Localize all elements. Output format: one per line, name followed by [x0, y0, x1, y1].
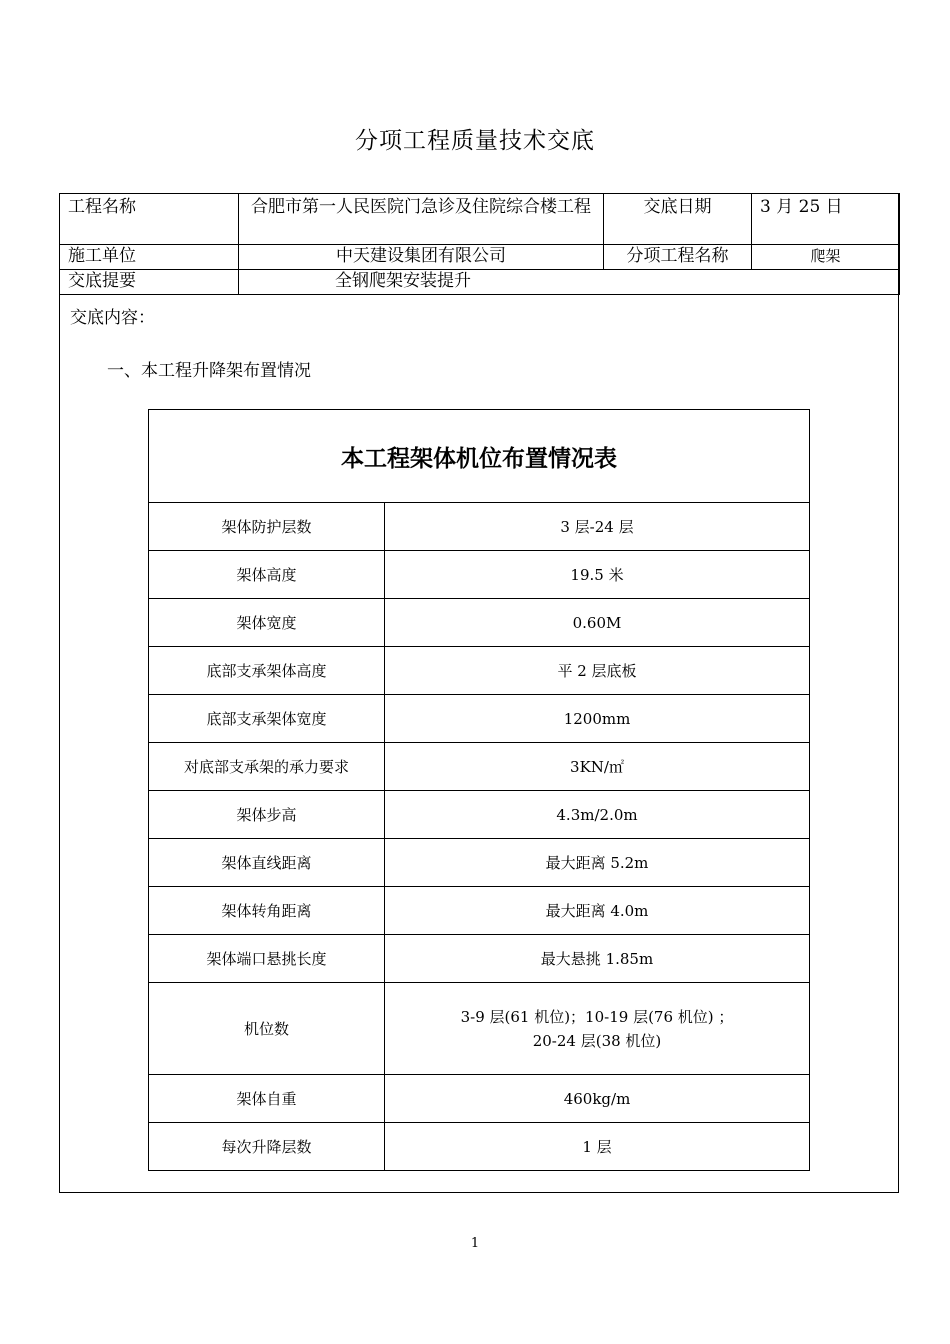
row-value: 3 层-24 层: [385, 503, 810, 551]
row-label: 底部支承架体宽度: [149, 695, 385, 743]
sub-project-value: 爬架: [752, 245, 900, 270]
page-number: 1: [470, 1236, 480, 1251]
row-value: 3KN/㎡: [385, 743, 810, 791]
row-value: 最大悬挑 1.85m: [385, 935, 810, 983]
construction-unit-value: 中天建设集团有限公司: [239, 245, 604, 270]
section-heading: 一、本工程升降架布置情况: [107, 361, 311, 381]
document-title: 分项工程质量技术交底: [355, 128, 595, 154]
row-value: 19.5 米: [385, 551, 810, 599]
table-row: [149, 743, 810, 791]
layout-table-title: 本工程架体机位布置情况表: [149, 410, 810, 503]
table-row: [149, 551, 810, 599]
table-row: [149, 599, 810, 647]
table-row: [149, 647, 810, 695]
summary-label: 交底提要: [60, 270, 239, 295]
project-name-label: 工程名称: [60, 194, 239, 245]
row-label: 架体自重: [149, 1075, 385, 1123]
row-value-line: 20-24 层(38 机位): [532, 1031, 662, 1050]
table-row: [149, 503, 810, 551]
row-value: 最大距离 5.2m: [385, 839, 810, 887]
table-row: [149, 791, 810, 839]
row-label: 架体转角距离: [149, 887, 385, 935]
row-label: 架体直线距离: [149, 839, 385, 887]
row-value: [385, 983, 810, 1075]
row-label: 架体高度: [149, 551, 385, 599]
row-value: 平 2 层底板: [385, 647, 810, 695]
row-value-line: 3-9 层(61 机位)；10-19 层(76 机位) ；: [460, 1007, 734, 1026]
row-value: 1 层: [385, 1123, 810, 1171]
row-label: 底部支承架体高度: [149, 647, 385, 695]
row-label: 架体防护层数: [149, 503, 385, 551]
sub-project-label: 分项工程名称: [604, 245, 752, 270]
row-value: 4.3m/2.0m: [385, 791, 810, 839]
table-row: [149, 695, 810, 743]
row-label: 架体端口悬挑长度: [149, 935, 385, 983]
row-label: 对底部支承架的承力要求: [149, 743, 385, 791]
table-row: [149, 983, 810, 1075]
construction-unit-label: 施工单位: [60, 245, 239, 270]
row-label: 架体步高: [149, 791, 385, 839]
project-name-value: 合肥市第一人民医院门急诊及住院综合楼工程: [239, 194, 604, 245]
table-row: [149, 839, 810, 887]
table-row: [149, 887, 810, 935]
row-value: 460kg/m: [385, 1075, 810, 1123]
row-label: 架体宽度: [149, 599, 385, 647]
table-row: [149, 935, 810, 983]
table-row: [149, 1123, 810, 1171]
handover-date-label: 交底日期: [604, 194, 752, 245]
row-label: 每次升降层数: [149, 1123, 385, 1171]
row-label: 机位数: [149, 983, 385, 1075]
header-table: [59, 193, 900, 295]
handover-date-value: 3 月 25 日: [752, 194, 900, 245]
layout-table: [148, 409, 810, 1171]
row-value: 最大距离 4.0m: [385, 887, 810, 935]
summary-value: 全钢爬架安装提升: [239, 270, 900, 295]
content-label: 交底内容：: [70, 308, 155, 328]
row-value: 1200mm: [385, 695, 810, 743]
table-row: [149, 1075, 810, 1123]
row-value: 0.60M: [385, 599, 810, 647]
